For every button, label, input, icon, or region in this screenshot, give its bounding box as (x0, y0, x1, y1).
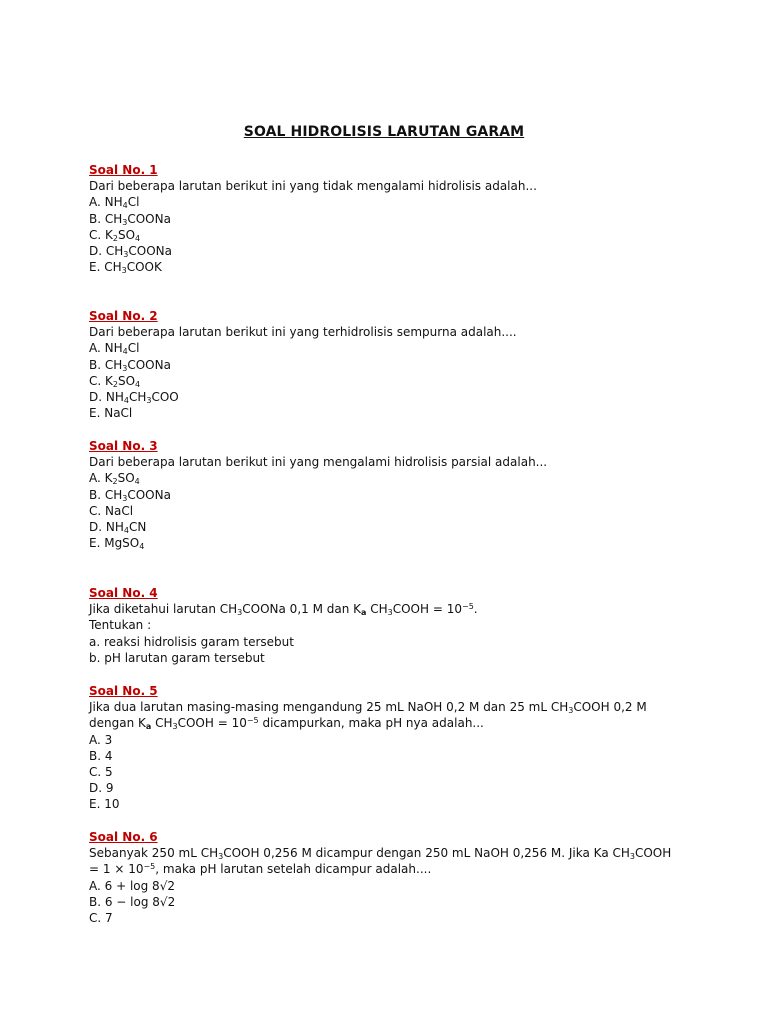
answer-line: C. $K_2SO_4$ (89, 227, 141, 243)
question-label: Soal No. 1 (89, 163, 158, 177)
answer-line: A. 3 (89, 732, 113, 747)
answer-line: C. 5 (89, 765, 113, 780)
answer-line: A. $NH_4Cl$ (89, 341, 140, 357)
question-body (89, 324, 689, 421)
page-title: SOAL HIDROLISIS LARUTAN GARAM (243, 124, 525, 140)
answer-line: C. $K_2SO_4$ (89, 373, 141, 389)
question-label: Soal No. 5 (89, 684, 158, 698)
answer-line: Tentukan : (89, 618, 152, 633)
answer-line: A. 6 + log 8√2 (89, 878, 175, 893)
question-label: Soal No. 3 (89, 439, 158, 453)
question-label: Soal No. 2 (89, 309, 158, 323)
question-body (89, 601, 689, 666)
answer-line: D. $NH_4CH_3COO$ (89, 390, 179, 406)
question-label: Soal No. 6 (89, 830, 158, 844)
question-4 (89, 585, 689, 666)
answer-line: A. $NH_4Cl$ (89, 195, 140, 211)
answer-line: C. 7 (89, 911, 113, 926)
answer-line: a. reaksi hidrolisis garam tersebut (89, 634, 294, 649)
answer-line: B. $CH_3COONa$ (89, 357, 171, 373)
answer-line: C. NaCl (89, 503, 134, 518)
answer-line: B. 6 − log 8√2 (89, 894, 176, 909)
question-5 (89, 683, 689, 813)
answer-line: B. 4 (89, 748, 113, 763)
answer-line: D. $NH_4CN$ (89, 520, 147, 536)
question-body (89, 845, 689, 926)
answer-line: = $1 \times 10^{-5}$, maka pH larutan setelah dicampur adalah.... (89, 862, 432, 877)
answer-line: E. $CH_3COOK$ (89, 260, 162, 276)
question-body (89, 699, 689, 812)
question-body (89, 454, 689, 551)
question-2 (89, 308, 689, 421)
answer-line: dengan $K_a$ $CH_3COOH = 10^{-5}$ dicampurkan, maka pH nya adalah... (89, 716, 484, 732)
question-1 (89, 162, 689, 275)
question-text: Sebanyak 250 mL $CH_3COOH$ 0,256 M dicampur dengan 250 mL NaOH 0,256 M. Jika Ka $CH_3COOH$ (89, 846, 672, 862)
question-text: Dari beberapa larutan berikut ini yang terhidrolisis sempurna adalah.... (89, 325, 517, 340)
answer-line: E. 10 (89, 797, 120, 812)
question-3 (89, 438, 689, 551)
answer-line: E. NaCl (89, 406, 133, 421)
answer-line: B. $CH_3COONa$ (89, 487, 171, 503)
answer-line: b. pH larutan garam tersebut (89, 650, 265, 665)
answer-line: A. $K_2SO_4$ (89, 471, 140, 487)
question-text: Dari beberapa larutan berikut ini yang tidak mengalami hidrolisis adalah... (89, 179, 537, 194)
answer-line: E. MgSO$_4$ (89, 536, 145, 552)
question-text: Jika diketahui larutan $CH_3COONa$ 0,1 M dan $K_a$ $CH_3COOH = 10^{-5}$. (89, 602, 478, 618)
question-body (89, 178, 689, 275)
answer-line: B. $CH_3COONa$ (89, 211, 171, 227)
question-text: Dari beberapa larutan berikut ini yang mengalami hidrolisis parsial adalah... (89, 455, 548, 470)
question-label: Soal No. 4 (89, 586, 158, 600)
answer-line: D. 9 (89, 781, 114, 796)
question-text: Jika dua larutan masing-masing mengandung 25 mL NaOH 0,2 M dan 25 mL $CH_3COOH$ 0,2 M (89, 700, 647, 716)
answer-line: D. $CH_3COONa$ (89, 244, 172, 260)
question-6 (89, 829, 689, 926)
